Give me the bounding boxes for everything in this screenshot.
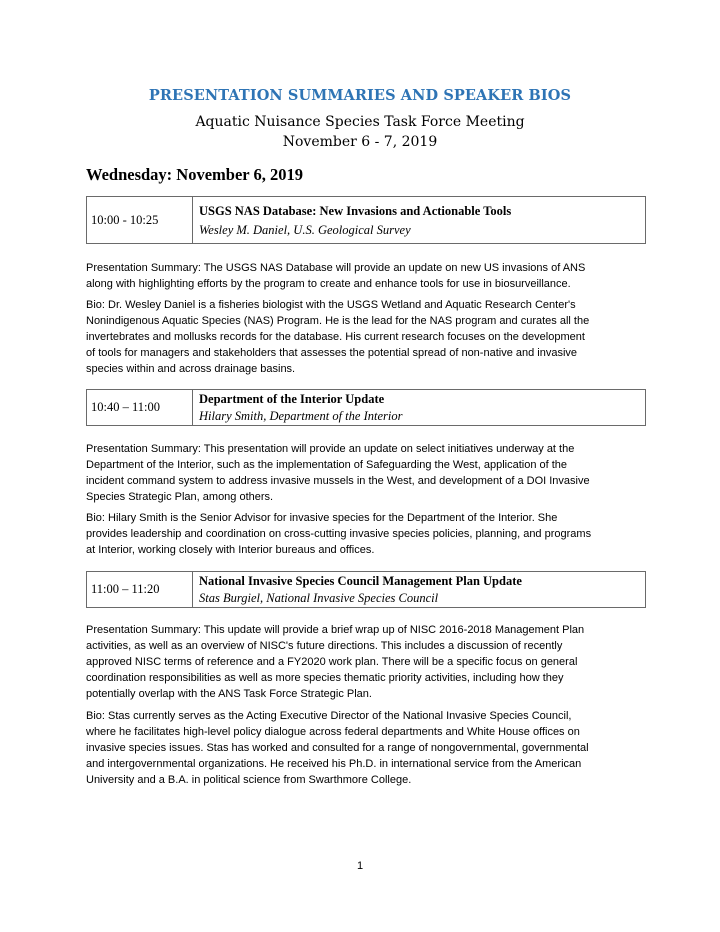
document-title: PRESENTATION SUMMARIES AND SPEAKER BIOS bbox=[148, 87, 572, 104]
session-speaker: Wesley M. Daniel, U.S. Geological Survey bbox=[199, 223, 411, 237]
meeting-dates: November 6 - 7, 2019 bbox=[282, 134, 438, 150]
session-title: National Invasive Species Council Management Plan Update bbox=[199, 574, 522, 588]
session-1-table bbox=[86, 196, 646, 244]
text-line: of tools for managers and stakeholders that assesses the potential spread of non-native and invasive bbox=[86, 347, 578, 359]
session-title: USGS NAS Database: New Invasions and Actionable Tools bbox=[199, 204, 512, 218]
text-line: and intergovernmental organizations. He received his Ph.D. in international service from the American bbox=[86, 758, 582, 770]
text-line: activities, as well as an overview of NISC's future directions. This includes a discussion of recently bbox=[86, 640, 563, 652]
session-title: Department of the Interior Update bbox=[199, 392, 385, 406]
text-line: where he facilitates high-level policy dialogue across federal departments and White House offices on bbox=[86, 726, 580, 738]
session-speaker: Stas Burgiel, National Invasive Species Council bbox=[199, 591, 439, 605]
text-line: incident command system to address invasive mussels in the West, and development of a DOI Invasive bbox=[86, 475, 590, 487]
session-3-table bbox=[86, 571, 646, 608]
session-time: 10:40 – 11:00 bbox=[87, 390, 193, 425]
text-line: Bio: Stas currently serves as the Acting Executive Director of the National Invasive Species Council, bbox=[86, 710, 572, 722]
text-line: species within and across drainage basins. bbox=[86, 363, 296, 375]
session-2-table bbox=[86, 389, 646, 426]
day-heading: Wednesday: November 6, 2019 bbox=[86, 165, 303, 184]
text-line: provides leadership and coordination on cross-cutting invasive species policies, planning, and programs bbox=[86, 528, 592, 540]
text-line: approved NISC terms of reference and a FY2020 work plan. There will be a specific focus on general bbox=[86, 656, 578, 668]
text-line: invertebrates and mollusks records for the database. His current research focuses on the development bbox=[86, 331, 585, 343]
text-line: at Interior, working closely with Interior bureaus and offices. bbox=[86, 544, 375, 556]
text-line: Presentation Summary: This update will provide a brief wrap up of NISC 2016-2018 Management Plan bbox=[86, 624, 585, 636]
session-1-summary bbox=[86, 260, 646, 292]
text-line: along with highlighting efforts by the program to create and enhance tools for use in biosurveillance. bbox=[86, 278, 571, 290]
page-number: 1 bbox=[356, 860, 364, 872]
text-line: coordination responsibilities as well as more species thematic priority activities, including how they bbox=[86, 672, 564, 684]
text-line: Nonindigenous Aquatic Species (NAS) Program. He is the lead for the NAS program and curates all the bbox=[86, 315, 590, 327]
text-line: invasive species issues. Stas has worked and consulted for a range of nongovernmental, governmental bbox=[86, 742, 589, 754]
session-3-summary bbox=[86, 622, 646, 702]
text-line: Bio: Dr. Wesley Daniel is a fisheries biologist with the USGS Wetland and Aquatic Research Center's bbox=[86, 299, 576, 311]
text-line: Department of the Interior, such as the implementation of Safeguarding the West, application of the bbox=[86, 459, 568, 471]
text-line: Presentation Summary: This presentation will provide an update on select initiatives underway at the bbox=[86, 443, 575, 455]
text-line: Bio: Hilary Smith is the Senior Advisor for invasive species for the Department of the Interior. She bbox=[86, 512, 558, 524]
session-2-summary bbox=[86, 441, 646, 505]
text-line: Species Strategic Plan, among others. bbox=[86, 491, 274, 503]
text-line: potentially overlap with the ANS Task Force Strategic Plan. bbox=[86, 688, 372, 700]
session-1-bio bbox=[86, 297, 646, 377]
text-line: University and a B.A. in political science from Swarthmore College. bbox=[86, 774, 412, 786]
session-speaker: Hilary Smith, Department of the Interior bbox=[199, 409, 403, 423]
session-2-bio bbox=[86, 510, 646, 558]
text-line: Presentation Summary: The USGS NAS Database will provide an update on new US invasions of ANS bbox=[86, 262, 586, 274]
session-3-bio bbox=[86, 708, 646, 788]
meeting-name: Aquatic Nuisance Species Task Force Meeting bbox=[195, 114, 525, 130]
session-time: 10:00 - 10:25 bbox=[87, 197, 193, 243]
session-time: 11:00 – 11:20 bbox=[87, 572, 193, 607]
